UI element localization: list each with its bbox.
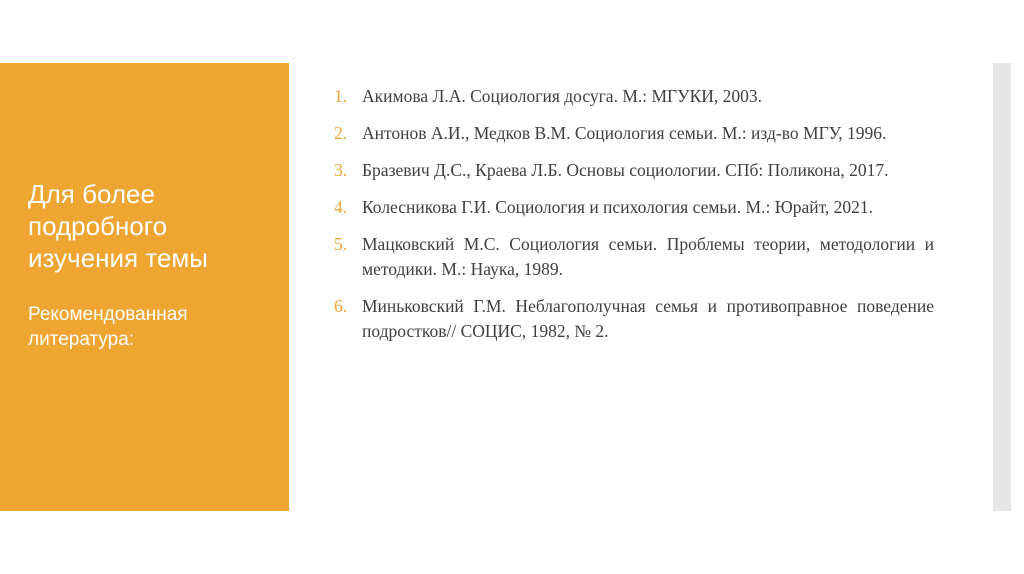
list-item xyxy=(334,294,934,344)
reference-text: Колесникова Г.И. Социология и психология семьи. М.: Юрайт, 2021. xyxy=(362,197,874,217)
reference-list xyxy=(334,84,934,356)
title-panel xyxy=(0,63,289,511)
slide-subtitle: Рекомендованная литература: xyxy=(28,304,188,350)
reference-text: Акимова Л.А. Социология досуга. М.: МГУКИ, 2003. xyxy=(362,86,763,106)
reference-text: Мацковский М.С. Социология семьи. Проблемы теории, методологии и методики. М.: Наука, 1989. xyxy=(362,234,934,279)
reference-text: Бразевич Д.С., Краева Л.Б. Основы социологии. СПб: Поликона, 2017. xyxy=(362,160,889,180)
reference-text: Антонов А.И., Медков В.М. Социология семьи. М.: изд-во МГУ, 1996. xyxy=(362,123,887,143)
list-number: 4. xyxy=(334,197,348,217)
list-item xyxy=(334,158,934,183)
list-number: 2. xyxy=(334,123,348,143)
list-item xyxy=(334,121,934,146)
list-number: 5. xyxy=(334,234,348,254)
scrollbar-track[interactable] xyxy=(993,63,1011,511)
slide-title: Для более подробного изучения темы xyxy=(28,179,208,273)
list-item xyxy=(334,84,934,109)
list-number: 1. xyxy=(334,86,348,106)
list-item xyxy=(334,195,934,220)
list-number: 6. xyxy=(334,296,348,316)
list-number: 3. xyxy=(334,160,348,180)
reference-text: Миньковский Г.М. Неблагополучная семья и противоправное поведение подростков// СОЦИС, 1982, № 2. xyxy=(362,296,934,341)
list-item xyxy=(334,232,934,282)
